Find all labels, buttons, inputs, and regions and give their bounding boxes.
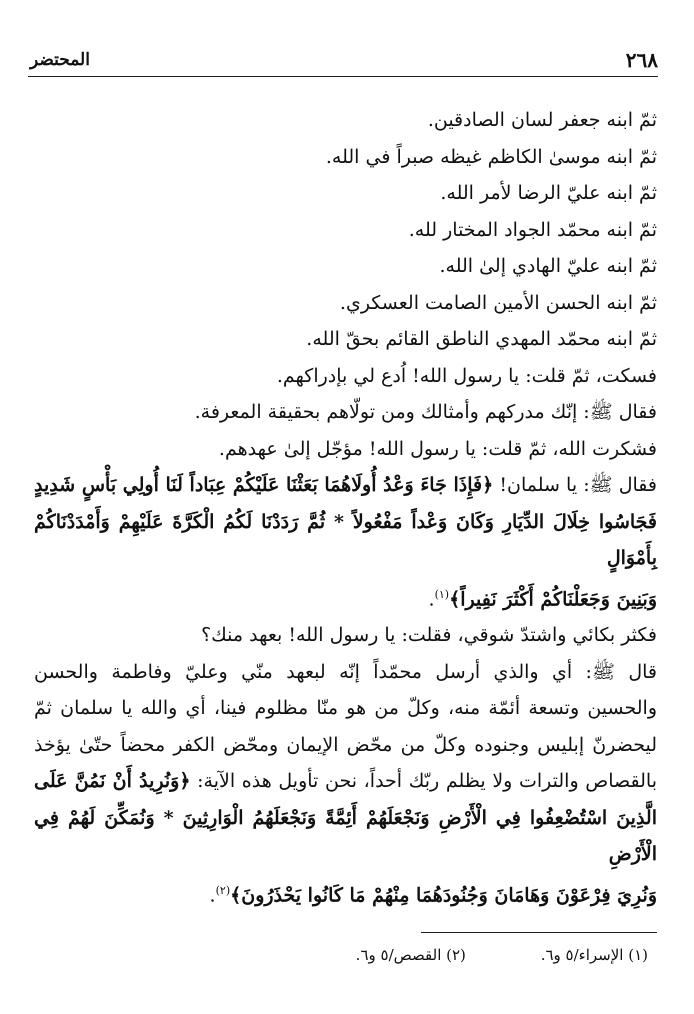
quran-verse-line: فَجَاسُوا خِلَالَ الدِّيَارِ وَكَانَ وَعْداً مَفْعُولاً * ثُمَّ رَدَدْنَا لَكُمُ الْكَرَّةَ عَلَيْهِمْ وَأَمْدَدْنَاكُمْ بِأَمْوَالٍ (34, 510, 657, 569)
text-line: ثمّ ابنه موسىٰ الكاظم غيظه صبراً في الله. (325, 145, 657, 168)
page-number: ٢٦٨ (625, 48, 658, 72)
text-line: فكثر بكائي واشتدّ شوقي، فقلت: يا رسول الله! بعهد منك؟ (201, 624, 657, 647)
page-header (28, 36, 658, 77)
text-line: ثمّ ابنه محمّد المهدي الناطق القائم بحقّ الله. (306, 328, 657, 350)
text-line: ثمّ ابنه محمّد الجواد المختار لله. (408, 218, 657, 241)
text-line: والحسين وتسعة أئمّة منه، وكلّ من هو منّا مظلوم فينا، أي والله يا سلمان ثمّ (34, 697, 657, 720)
text-line: ثمّ ابنه عليّ الرضا لأمر الله. (440, 182, 657, 204)
text-line: ليحضرنّ إبليس وجنوده وكلّ من محّض الإيمان ومحّض الكفر محضاً حتّىٰ يؤخذ (34, 733, 657, 756)
running-title: المحتضر (30, 50, 90, 70)
text-line (34, 763, 657, 800)
text-line: ثمّ ابنه عليّ الهادي إلىٰ الله. (439, 255, 657, 277)
footnotes (150, 945, 648, 965)
text-line: وَبَنِينَ وَجَعَلْنَاكُمْ أَكْثَرَ نَفِيراً﴾$^{(١)}$. (428, 587, 657, 610)
text-span: بالقصاص والترات ولا يظلم ربّك أحداً، نحن تأويل هذه الآية: (197, 770, 657, 793)
quran-verse-line: الَّذِينَ اسْتُضْعِفُوا فِي الْأَرْضِ وَنَجْعَلَهُمْ أَئِمَّةً وَنَجْعَلَهُمُ الْوَارِثِينَ * وَنُمَكِّنَ لَهُمْ فِي الْأَرْضِ (34, 806, 657, 866)
text-line: قال ﷺ: أي والذي أرسل محمّداً إنّه لبعهد منّي وعليّ وفاطمة والحسن (34, 660, 657, 683)
footnote-divider (421, 932, 657, 933)
text-line: فسكت، ثمّ قلت: يا رسول الله! اُدع لي بإدراكهم. (276, 364, 657, 387)
footnote-1: (١) الإسراء/٥ و٦. (540, 946, 648, 964)
text-line: وَنُرِيَ فِرْعَوْنَ وَهَامَانَ وَجُنُودَهُمَا مِنْهُمْ مَا كَانُوا يَحْذَرُونَ﴾$^{(٢)}$. (209, 883, 657, 907)
text-line: فشكرت الله، ثمّ قلت: يا رسول الله! مؤجّل إلىٰ عهدهم. (218, 437, 657, 460)
quran-verse: وَنُرِيَ فِرْعَوْنَ وَهَامَانَ وَجُنُودَهُمَا مِنْهُمْ مَا كَانُوا يَحْذَرُونَ﴾ (230, 884, 657, 907)
quran-verse: ﴿فَإِذَا جَاءَ وَعْدُ أُولَاهُمَا بَعَثْنَا عَلَيْكُمْ عِبَاداً لَنَا أُولِي بَأْسٍ شَدِيدٍ (34, 474, 494, 496)
text-line (34, 467, 657, 504)
text-line: ثمّ ابنه الحسن الأمين الصامت العسكري. (339, 291, 657, 314)
footnote-ref: (٢) (215, 883, 231, 897)
footnote-ref: (١) (434, 587, 450, 601)
speech-intro: فقال ﷺ: يا سلمان! (499, 474, 657, 496)
quran-verse: وَبَنِينَ وَجَعَلْنَاكُمْ أَكْثَرَ نَفِيراً﴾ (449, 587, 657, 610)
body-text (34, 102, 657, 914)
quran-verse: ﴿وَنُرِيدُ أَنْ نَمُنَّ عَلَى (34, 770, 191, 793)
footnote-2: (٢) القصص/٥ و٦. (355, 946, 466, 964)
text-line: فقال ﷺ: إنّك مدركهم وأمثالك ومن تولّاهم بحقيقة المعرفة. (194, 401, 657, 423)
text-line: ثمّ ابنه جعفر لسان الصادقين. (427, 109, 657, 131)
